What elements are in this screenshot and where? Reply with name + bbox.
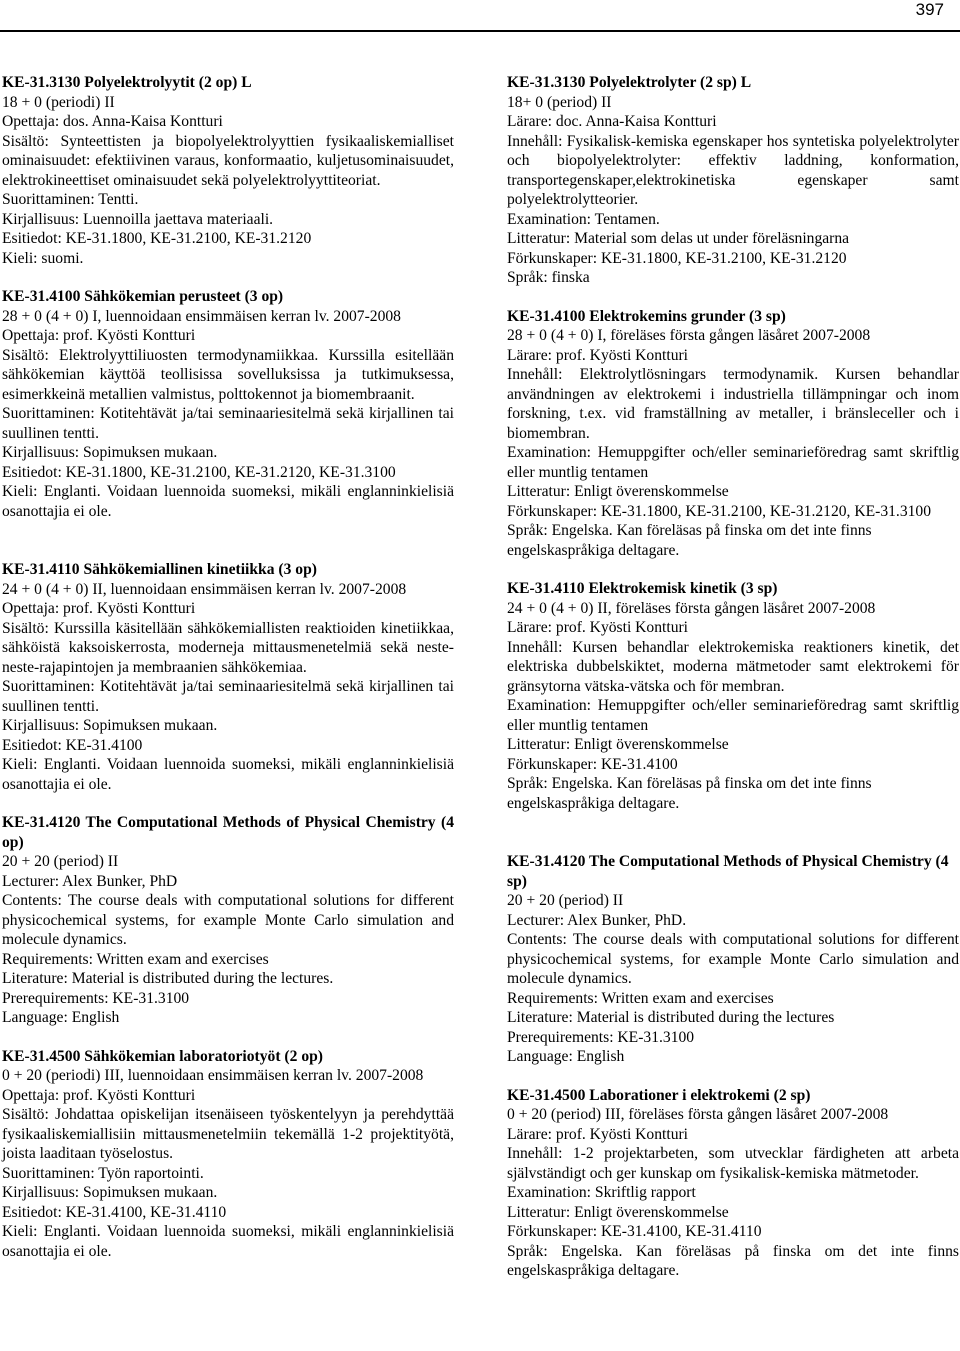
course-language: Language: English	[2, 1009, 120, 1026]
course-title: KE-31.3130 Polyelektrolyter (2 sp) L	[507, 74, 752, 91]
course-completion: Requirements: Written exam and exercises	[507, 989, 774, 1007]
course-content: Contents: The course deals with computational solutions for different physicochemical systems, for example Monte Carlo simulation and molecule dynamics.	[2, 892, 454, 948]
course-completion: Examination: Tentamen.	[507, 210, 660, 228]
course-literature: Kirjallisuus: Sopimuksen mukaan.	[2, 444, 218, 461]
course-prerequisites: Esitiedot: KE-31.1800, KE-31.2100, KE-31.2120, KE-31.3100	[2, 463, 396, 481]
course-completion: Suorittaminen: Kotitehtävät ja/tai seminaariesitelmä sekä kirjallinen tai suullinen tentti.	[2, 678, 454, 715]
course-literature: Literature: Material is distributed during the lectures	[507, 1009, 835, 1026]
course-language: Kieli: Englanti. Voidaan luennoida suomeksi, mikäli englanninkielisiä osanottajia ei ole.	[2, 1223, 454, 1260]
course-ke-31-4500-fi	[2, 1047, 454, 1262]
course-period: 20 + 20 (period) II	[2, 853, 119, 870]
course-literature: Kirjallisuus: Sopimuksen mukaan.	[2, 1184, 218, 1201]
course-period: 28 + 0 (4 + 0) I, föreläses första gången läsåret 2007-2008	[507, 327, 871, 344]
course-literature: Litteratur: Enligt överenskommelse	[507, 1203, 729, 1221]
course-language: Språk: Engelska. Kan föreläsas på finska om det inte finns engelskaspråkiga deltagare.	[507, 1242, 959, 1279]
course-title: KE-31.3130 Polyelektrolyytit (2 op) L	[2, 74, 252, 91]
course-ke-31-4120-en	[2, 813, 454, 1028]
course-period: 18 + 0 (periodi) II	[2, 93, 115, 111]
course-teacher: Lärare: prof. Kyösti Kontturi	[507, 346, 689, 364]
course-teacher: Opettaja: prof. Kyösti Kontturi	[2, 1086, 196, 1104]
course-title: KE-31.4500 Sähkökemian laboratoriotyöt (2 op)	[2, 1047, 323, 1065]
course-prerequisites: Förkunskaper: KE-31.4100	[507, 755, 678, 773]
course-content: Innehåll: Kursen behandlar elektrokemiska reaktioners kinetik, det elektriska dubbelskiktet, moderna mätmetoder samt elektrokemi för gränsytorna vätska-vätska och för membran.	[507, 638, 959, 695]
course-period: 18+ 0 (period) II	[507, 93, 612, 111]
course-prerequisites: Prerequirements: KE-31.3100	[2, 989, 190, 1007]
course-content: Sisältö: Kurssilla käsitellään sähkökemiallisten reaktioiden kinetiikkaa, sähköistä kaksoiskerrosta, moderneja mittausmenetelmiä sekä neste-neste-rajapintojen ja membraanien sähkökemiaa.	[2, 619, 454, 676]
course-language: Språk: finska	[507, 269, 590, 286]
course-ke-31-4120-en-sv	[507, 852, 959, 1067]
course-ke-31-3130-fi	[2, 73, 454, 268]
course-literature: Litteratur: Enligt överenskommelse	[507, 736, 729, 753]
course-language: Language: English	[507, 1048, 625, 1065]
course-teacher: Opettaja: dos. Anna-Kaisa Kontturi	[2, 113, 223, 130]
course-content: Sisältö: Elektrolyyttiliuosten termodynamiikkaa. Kurssilla esitellään sähkökemian käyttöä teollisissa sovelluksissa ja tutkimuksessa, esimerkkeinä metallien valmistus, polttokennot ja biomembraanit.	[2, 346, 454, 403]
course-literature: Kirjallisuus: Sopimuksen mukaan.	[2, 717, 218, 734]
course-completion: Examination: Hemuppgifter och/eller seminarieföredrag samt skriftlig eller muntlig tentamen	[507, 697, 959, 734]
course-period: 0 + 20 (periodi) III, luennoidaan ensimmäisen kerran lv. 2007-2008	[2, 1067, 424, 1084]
course-content: Sisältö: Johdattaa opiskelijan itsenäiseen työskentelyyn ja perehdyttää fysikaaliskemiallisiin mittausmenetelmiin tekemällä 1-2 projektityötä, joista laaditaan työselostus.	[2, 1106, 454, 1162]
course-prerequisites: Esitiedot: KE-31.4100, KE-31.4110	[2, 1203, 227, 1221]
course-ke-31-4110-sv	[507, 579, 959, 813]
course-ke-31-4110-fi	[2, 560, 454, 794]
course-completion: Examination: Hemuppgifter och/eller seminarieföredrag samt skriftlig eller muntlig tentamen	[507, 444, 959, 481]
course-ke-31-4100-sv	[507, 307, 959, 561]
course-prerequisites: Förkunskaper: KE-31.1800, KE-31.2100, KE-31.2120, KE-31.3100	[507, 502, 932, 520]
course-title: KE-31.4100 Sähkökemian perusteet (3 op)	[2, 288, 284, 305]
course-content: Sisältö: Synteettisten ja biopolyelektrolyyttien fysikaaliskemialliset ominaisuudet: efektiivinen varaus, konformaatio, kuljetusominaisuudet, elektrokineettiset ominaisuudet sekä polyelektrolyyttiteoriat.	[2, 132, 454, 189]
course-period: 20 + 20 (period) II	[507, 892, 624, 909]
course-period: 24 + 0 (4 + 0) II, luennoidaan ensimmäisen kerran lv. 2007-2008	[2, 580, 407, 598]
course-prerequisites: Esitiedot: KE-31.1800, KE-31.2100, KE-31.2120	[2, 230, 312, 247]
course-content: Innehåll: Fysikalisk-kemiska egenskaper hos syntetiska polyelektrolyter och biopolyelektrolyter: effektiv laddning, konformation, transportegenskaper,elektrokinetiska egenskaper samt polyelektrolytteorier.	[507, 132, 959, 208]
course-completion: Requirements: Written exam and exercises	[2, 950, 269, 968]
course-ke-31-4500-sv	[507, 1086, 959, 1281]
course-teacher: Lecturer: Alex Bunker, PhD.	[507, 911, 687, 929]
course-language: Kieli: suomi.	[2, 249, 84, 267]
course-teacher: Lärare: prof. Kyösti Kontturi	[507, 619, 689, 636]
left-column	[2, 73, 454, 1261]
course-teacher: Lärare: doc. Anna-Kaisa Kontturi	[507, 113, 717, 130]
course-teacher: Opettaja: prof. Kyösti Kontturi	[2, 327, 196, 344]
course-teacher: Opettaja: prof. Kyösti Kontturi	[2, 600, 196, 617]
right-column	[507, 73, 959, 1281]
course-prerequisites: Förkunskaper: KE-31.4100, KE-31.4110	[507, 1223, 762, 1240]
course-literature: Kirjallisuus: Luennoilla jaettava materiaali.	[2, 210, 274, 228]
course-completion: Suorittaminen: Työn raportointi.	[2, 1164, 204, 1182]
course-title: KE-31.4100 Elektrokemins grunder (3 sp)	[507, 307, 786, 325]
course-ke-31-3130-sv	[507, 73, 959, 288]
page-number: 397	[915, 0, 944, 19]
course-title: KE-31.4120 The Computational Methods of Physical Chemistry (4 sp)	[507, 853, 949, 890]
course-content: Innehåll: Elektrolytlösningars termodynamik. Kursen behandlar användningen av elektrokemi i industriella tillämpningar och inom forskning, t.ex. vid framställning av metaller, i bränsleceller och i biomembran.	[507, 366, 959, 442]
course-title: KE-31.4500 Laborationer i elektrokemi (2 sp)	[507, 1086, 811, 1104]
course-literature: Litteratur: Material som delas ut under föreläsningarna	[507, 230, 850, 247]
course-content: Innehåll: 1-2 projektarbeten, som utvecklar färdigheten att arbeta självständigt och ger kunskap om fysikalisk-kemiska mätmetoder.	[507, 1145, 959, 1182]
course-ke-31-4100-fi	[2, 287, 454, 521]
course-prerequisites: Esitiedot: KE-31.4100	[2, 736, 143, 754]
course-title: KE-31.4110 Elektrokemisk kinetik (3 sp)	[507, 580, 778, 597]
course-literature: Litteratur: Enligt överenskommelse	[507, 483, 729, 500]
course-teacher: Lecturer: Alex Bunker, PhD	[2, 872, 178, 890]
course-content: Contents: The course deals with computational solutions for different physicochemical systems, for example Monte Carlo simulation and molecule dynamics.	[507, 931, 959, 987]
course-language: Språk: Engelska. Kan föreläsas på finska om det inte finns engelskaspråkiga deltagare.	[507, 775, 872, 812]
course-literature: Literature: Material is distributed during the lectures.	[2, 970, 334, 987]
course-period: 0 + 20 (period) III, föreläses första gången läsåret 2007-2008	[507, 1106, 889, 1123]
course-prerequisites: Förkunskaper: KE-31.1800, KE-31.2100, KE-31.2120	[507, 249, 847, 267]
course-teacher: Lärare: prof. Kyösti Kontturi	[507, 1125, 689, 1143]
course-language: Kieli: Englanti. Voidaan luennoida suomeksi, mikäli englanninkielisiä osanottajia ei ole.	[2, 756, 454, 793]
course-period: 24 + 0 (4 + 0) II, föreläses första gången läsåret 2007-2008	[507, 599, 876, 617]
course-completion: Suorittaminen: Tentti.	[2, 191, 139, 208]
header-rule	[0, 30, 960, 32]
course-title: KE-31.4110 Sähkökemiallinen kinetiikka (3 op)	[2, 561, 317, 578]
course-language: Kieli: Englanti. Voidaan luennoida suomeksi, mikäli englanninkielisiä osanottajia ei ole.	[2, 483, 454, 520]
course-language: Språk: Engelska. Kan föreläsas på finska om det inte finns engelskaspråkiga deltagare.	[507, 522, 872, 559]
course-period: 28 + 0 (4 + 0) I, luennoidaan ensimmäisen kerran lv. 2007-2008	[2, 307, 401, 325]
course-title: KE-31.4120 The Computational Methods of Physical Chemistry (4 op)	[2, 814, 454, 851]
course-completion: Examination: Skriftlig rapport	[507, 1184, 696, 1201]
course-completion: Suorittaminen: Kotitehtävät ja/tai seminaariesitelmä sekä kirjallinen tai suullinen tentti.	[2, 405, 454, 442]
course-prerequisites: Prerequirements: KE-31.3100	[507, 1028, 695, 1046]
